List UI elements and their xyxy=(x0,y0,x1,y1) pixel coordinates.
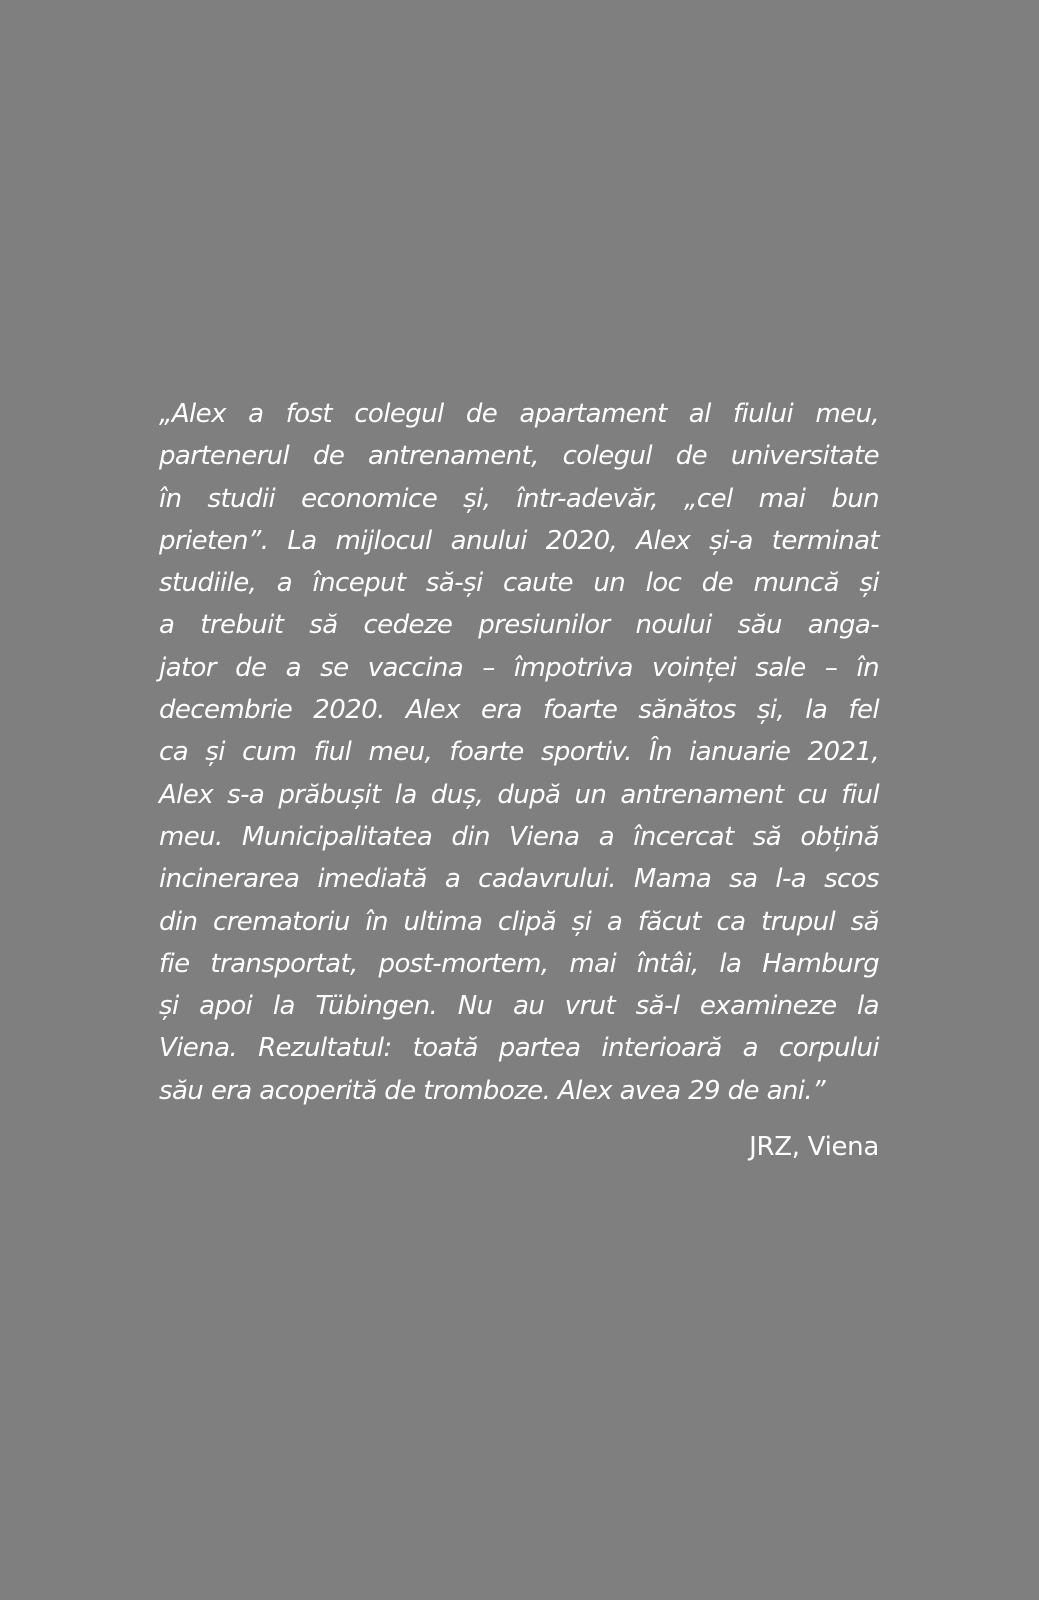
quote-line: prieten”. La mijlocul anului 2020, Alex și-a terminat xyxy=(159,525,879,556)
quote-line: Viena. Rezultatul: toată partea interioară a corpului xyxy=(159,1033,879,1064)
quote-line: fie transportat, post-mortem, mai întâi, la Hamburg xyxy=(159,948,879,979)
quote-line: incinerarea imediată a cadavrului. Mama sa l-a scos xyxy=(159,864,879,895)
testimonial-quote xyxy=(159,393,879,1112)
quote-line: studiile, a început să-și caute un loc de muncă și xyxy=(159,568,879,599)
quote-line: decembrie 2020. Alex era foarte sănătos și, la fel xyxy=(159,695,879,726)
quote-line: meu. Municipalitatea din Viena a încercat să obțină xyxy=(159,821,879,852)
quote-line: din crematoriu în ultima clipă și a făcut ca trupul să xyxy=(159,906,879,937)
quote-attribution: JRZ, Viena xyxy=(749,1132,879,1162)
quote-line: ca și cum fiul meu, foarte sportiv. În ianuarie 2021, xyxy=(159,737,879,768)
quote-line: jator de a se vaccina – împotriva voinței sale – în xyxy=(159,652,879,683)
quote-line: în studii economice și, într-adevăr, „cel mai bun xyxy=(159,483,879,514)
quote-line: Alex s-a prăbușit la duș, după un antrenament cu fiul xyxy=(159,779,879,810)
quote-line: și apoi la Tübingen. Nu au vrut să-l examineze la xyxy=(159,991,879,1022)
quote-line: partenerul de antrenament, colegul de universitate xyxy=(159,441,879,472)
quote-line: a trebuit să cedeze presiunilor noului său anga- xyxy=(159,610,879,641)
quote-line: „Alex a fost colegul de apartament al fiului meu, xyxy=(159,399,879,429)
quote-line: său era acoperită de tromboze. Alex avea 29 de ani.” xyxy=(159,1075,825,1106)
